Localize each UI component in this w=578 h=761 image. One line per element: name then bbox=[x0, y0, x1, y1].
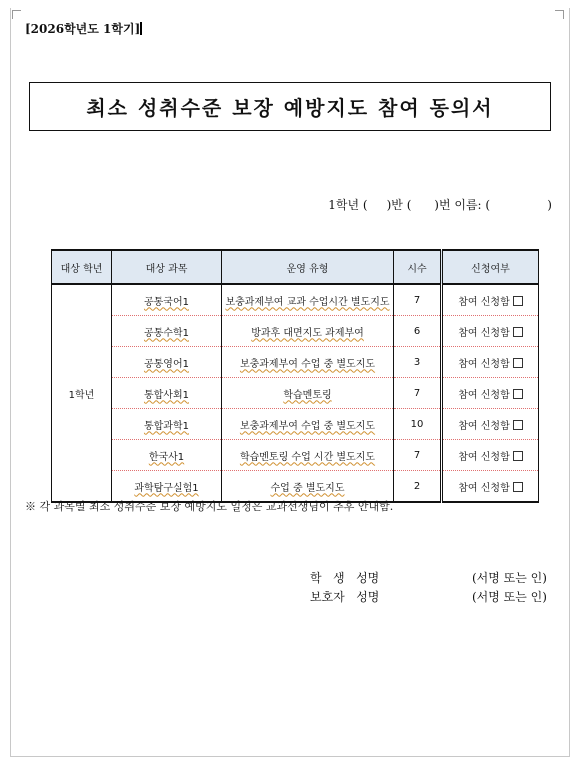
subject-cell: 통합과학1 bbox=[112, 409, 222, 440]
page-corner-mark bbox=[12, 10, 21, 19]
subject-cell: 한국사1 bbox=[112, 440, 222, 471]
student-signature-hint[interactable]: (서명 또는 인) bbox=[472, 571, 547, 585]
page-corner-mark bbox=[555, 10, 564, 19]
table-row bbox=[52, 378, 539, 409]
semester-label[interactable] bbox=[25, 20, 142, 37]
apply-cell[interactable]: 참여 신청함 bbox=[442, 440, 539, 471]
type-cell: 보충과제부여 교과 수업시간 별도지도 bbox=[222, 284, 394, 316]
subject-cell: 공통국어1 bbox=[112, 284, 222, 316]
table-row bbox=[52, 440, 539, 471]
document-title: 최소 성취수준 보장 예방지도 참여 동의서 bbox=[86, 96, 494, 120]
hours-cell: 7 bbox=[394, 284, 442, 316]
type-cell: 수업 중 별도지도 bbox=[222, 471, 394, 503]
apply-checkbox[interactable] bbox=[513, 389, 523, 399]
apply-cell[interactable]: 참여 신청함 bbox=[442, 347, 539, 378]
apply-checkbox[interactable] bbox=[513, 296, 523, 306]
apply-checkbox[interactable] bbox=[513, 420, 523, 430]
header-hours: 시수 bbox=[394, 250, 442, 284]
header-type: 운영 유형 bbox=[222, 250, 394, 284]
student-info-line[interactable]: 1학년 ( )반 ( )번 이름: ( ) bbox=[328, 198, 552, 212]
apply-cell[interactable]: 참여 신청함 bbox=[442, 471, 539, 503]
apply-checkbox[interactable] bbox=[513, 451, 523, 461]
text-cursor bbox=[140, 22, 142, 35]
type-cell: 학습멘토링 bbox=[222, 378, 394, 409]
apply-cell[interactable]: 참여 신청함 bbox=[442, 409, 539, 440]
hours-cell: 7 bbox=[394, 440, 442, 471]
hours-cell: 10 bbox=[394, 409, 442, 440]
apply-cell[interactable]: 참여 신청함 bbox=[442, 284, 539, 316]
subject-cell: 통합사회1 bbox=[112, 378, 222, 409]
apply-checkbox[interactable] bbox=[513, 358, 523, 368]
header-apply: 신청여부 bbox=[442, 250, 539, 284]
guardian-signature-label: 보호자 성명 bbox=[310, 590, 380, 604]
hours-cell: 7 bbox=[394, 378, 442, 409]
apply-checkbox[interactable] bbox=[513, 327, 523, 337]
grade-cell: 1학년 bbox=[52, 284, 112, 502]
hours-cell: 3 bbox=[394, 347, 442, 378]
table-header-row bbox=[52, 250, 539, 284]
schedule-note: ※ 각 과목별 최소 성취수준 보장 예방지도 일정은 교과선생님이 추후 안내함. bbox=[25, 500, 394, 513]
document-title-box bbox=[29, 82, 551, 131]
subject-cell: 과학탐구실험1 bbox=[112, 471, 222, 503]
table-row bbox=[52, 347, 539, 378]
subjects-table bbox=[51, 249, 539, 503]
subject-cell: 공통수학1 bbox=[112, 316, 222, 347]
table-row bbox=[52, 284, 539, 316]
student-signature-label: 학 생 성명 bbox=[310, 571, 380, 585]
header-grade: 대상 학년 bbox=[52, 250, 112, 284]
subject-cell: 공통영어1 bbox=[112, 347, 222, 378]
apply-cell[interactable]: 참여 신청함 bbox=[442, 316, 539, 347]
hours-cell: 6 bbox=[394, 316, 442, 347]
type-cell: 방과후 대면지도 과제부여 bbox=[222, 316, 394, 347]
header-subject: 대상 과목 bbox=[112, 250, 222, 284]
type-cell: 보충과제부여 수업 중 별도지도 bbox=[222, 347, 394, 378]
apply-checkbox[interactable] bbox=[513, 482, 523, 492]
semester-text: [2026학년도 1학기] bbox=[25, 22, 141, 36]
table-row bbox=[52, 409, 539, 440]
type-cell: 학습멘토링 수업 시간 별도지도 bbox=[222, 440, 394, 471]
apply-cell[interactable]: 참여 신청함 bbox=[442, 378, 539, 409]
table-row bbox=[52, 316, 539, 347]
type-cell: 보충과제부여 수업 중 별도지도 bbox=[222, 409, 394, 440]
guardian-signature-hint[interactable]: (서명 또는 인) bbox=[472, 590, 547, 604]
hours-cell: 2 bbox=[394, 471, 442, 503]
